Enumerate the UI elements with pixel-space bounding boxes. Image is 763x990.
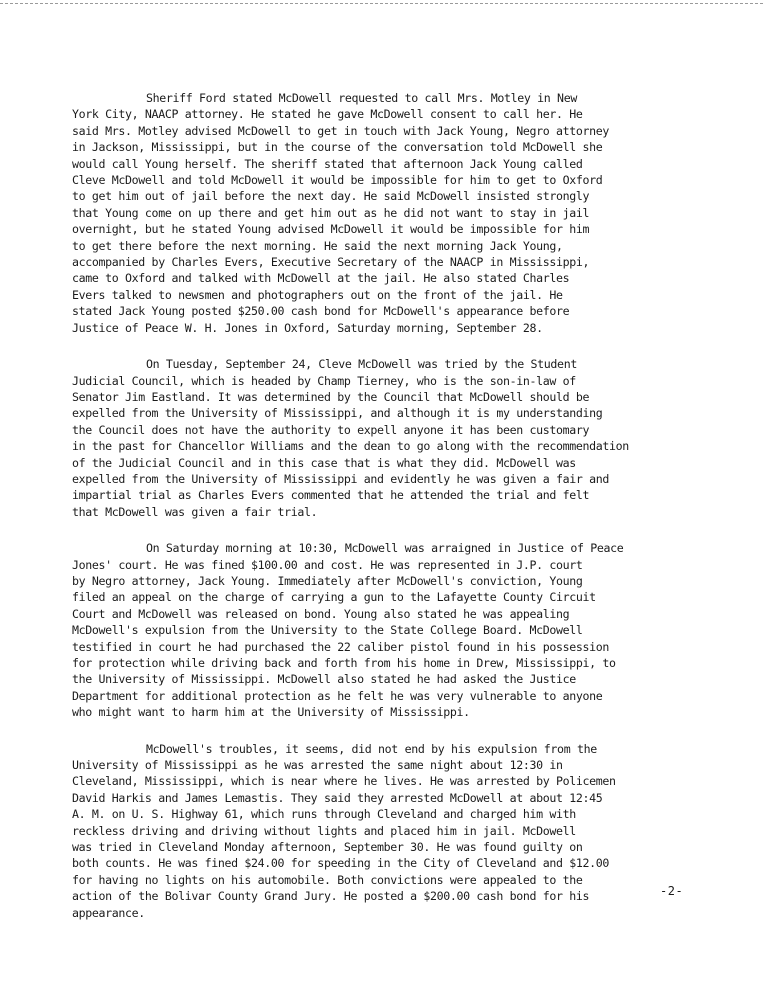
text-line: filed an appeal on the charge of carrying a gun to the Lafayette County Circuit xyxy=(72,590,596,605)
text-line: that McDowell was given a fair trial. xyxy=(72,504,318,519)
text-line: was tried in Cleveland Monday afternoon, September 30. He was found guilty on xyxy=(72,840,583,855)
text-line: of the Judicial Council and in this case that is what they did. McDowell was xyxy=(72,455,576,470)
paragraph-judicial-council xyxy=(72,356,712,520)
text-line: for protection while driving back and forth from his home in Drew, Mississippi, to xyxy=(72,656,616,670)
paragraph-cleveland-arrest xyxy=(72,741,712,921)
text-line: reckless driving and driving without lights and placed him in jail. McDowell xyxy=(72,823,576,838)
text-line: York City, NAACP attorney. He stated he gave McDowell consent to call her. He xyxy=(72,107,583,122)
text-line: came to Oxford and talked with McDowell at the jail. He also stated Charles xyxy=(72,271,570,286)
text-line: the University of Mississippi. McDowell also stated he had asked the Justice xyxy=(72,672,576,687)
text-line: the Council does not have the authority to expell anyone it has been customary xyxy=(72,422,590,437)
paragraph-arraignment xyxy=(72,540,712,720)
page-number: -2- xyxy=(660,884,684,898)
text-line: impartial trial as Charles Evers commented that he attended the trial and felt xyxy=(72,488,590,503)
text-line: David Harkis and James Lemastis. They said they arrested McDowell at about 12:45 xyxy=(72,790,603,805)
text-line: in Jackson, Mississippi, but in the course of the conversation told McDowell she xyxy=(72,140,603,155)
text-line: University of Mississippi as he was arrested the same night about 12:30 in xyxy=(72,758,563,773)
text-line: A. M. on U. S. Highway 61, which runs through Cleveland and charged him with xyxy=(72,807,576,822)
text-line: testified in court he had purchased the 22 caliber pistol found in his possession xyxy=(72,639,610,654)
text-line: for having no lights on his automobile. Both convictions were appealed to the xyxy=(72,872,583,887)
text-line: Cleve McDowell and told McDowell it would be impossible for him to get to Oxford xyxy=(72,173,603,188)
text-line: to get him out of jail before the next day. He said McDowell insisted strongly xyxy=(72,189,590,204)
text-line: On Tuesday, September 24, Cleve McDowell was tried by the Student xyxy=(146,357,577,372)
text-line: Senator Jim Eastland. It was determined by the Council that McDowell should be xyxy=(72,389,590,404)
text-line: Department for additional protection as he felt he was very vulnerable to anyone xyxy=(72,688,603,703)
text-line: On Saturday morning at 10:30, McDowell was arraigned in Justice of Peace xyxy=(146,541,624,556)
text-line: expelled from the University of Mississippi and evidently he was given a fair and xyxy=(72,471,610,486)
text-line: said Mrs. Motley advised McDowell to get in touch with Jack Young, Negro attorney xyxy=(72,123,610,138)
text-line: Justice of Peace W. H. Jones in Oxford, Saturday morning, September 28. xyxy=(72,320,543,335)
text-line: action of the Bolivar County Grand Jury. He posted a $200.00 cash bond for his xyxy=(72,889,590,904)
text-line: that Young come on up there and get him out as he did not want to stay in jail xyxy=(72,205,590,220)
text-line: to get there before the next morning. He said the next morning Jack Young, xyxy=(72,238,563,253)
top-page-edge-rule xyxy=(0,3,763,4)
text-line: who might want to harm him at the University of Mississippi. xyxy=(72,705,470,720)
text-line: overnight, but he stated Young advised McDowell it would be impossible for him xyxy=(72,222,590,237)
text-line: Cleveland, Mississippi, which is near where he lives. He was arrested by Policemen xyxy=(72,774,616,789)
text-line: accompanied by Charles Evers, Executive Secretary of the NAACP in Mississippi, xyxy=(72,255,590,270)
paragraph-sheriff-ford xyxy=(72,90,712,336)
text-line: would call Young herself. The sheriff stated that afternoon Jack Young called xyxy=(72,156,583,171)
text-line: Court and McDowell was released on bond. Young also stated he was appealing xyxy=(72,606,570,621)
text-line: by Negro attorney, Jack Young. Immediately after McDowell's conviction, Young xyxy=(72,573,583,588)
text-line: Evers talked to newsmen and photographers out on the front of the jail. He xyxy=(72,287,563,302)
text-line: McDowell's troubles, it seems, did not end by his expulsion from the xyxy=(146,741,597,756)
text-line: Judicial Council, which is headed by Champ Tierney, who is the son-in-law of xyxy=(72,373,576,388)
text-line: both counts. He was fined $24.00 for speeding in the City of Cleveland and $12.00 xyxy=(72,856,610,871)
text-line: Sheriff Ford stated McDowell requested to call Mrs. Motley in New xyxy=(146,91,577,105)
text-line: appearance. xyxy=(72,905,145,920)
text-line: McDowell's expulsion from the University to the State College Board. McDowell xyxy=(72,623,583,638)
text-line: expelled from the University of Mississippi, and although it is my understanding xyxy=(72,406,603,421)
text-line: Jones' court. He was fined $100.00 and cost. He was represented in J.P. court xyxy=(72,557,583,572)
text-line: in the past for Chancellor Williams and the dean to go along with the recommendation xyxy=(72,439,629,454)
document-body xyxy=(72,90,712,941)
text-line: stated Jack Young posted $250.00 cash bond for McDowell's appearance before xyxy=(72,304,570,319)
